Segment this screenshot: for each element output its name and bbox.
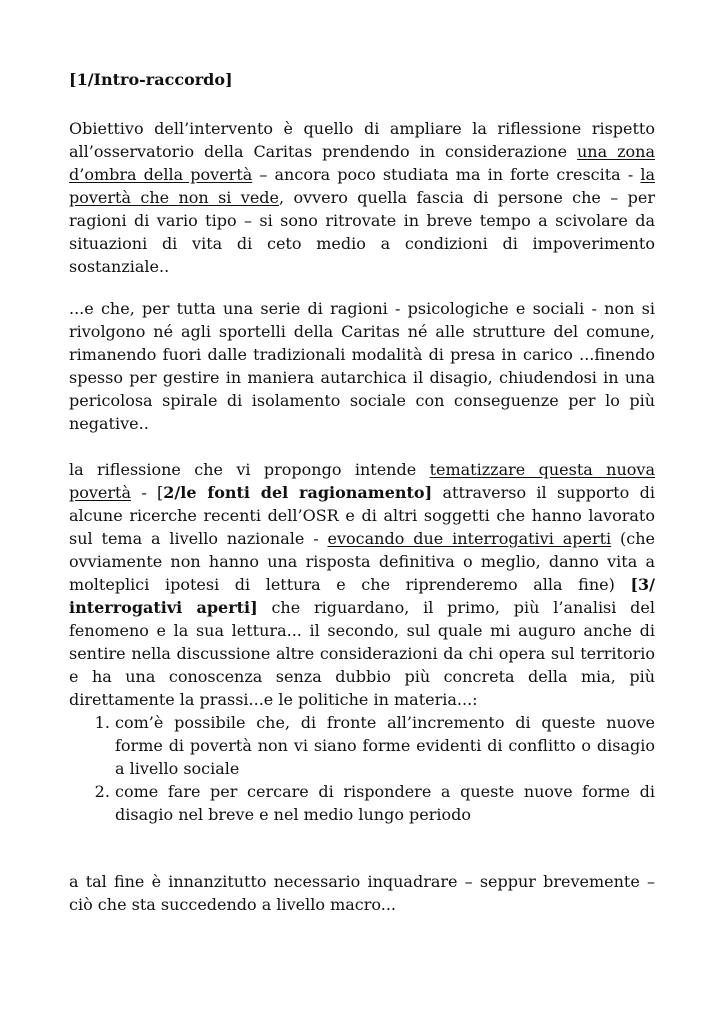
underlined-phrase: evocando due interrogativi aperti bbox=[327, 529, 612, 548]
text-run: - [ bbox=[131, 483, 164, 502]
paragraph-reflection bbox=[69, 458, 655, 826]
list-item: 2. come fare per cercare di rispondere a queste nuove forme di disagio nel breve e nel medio lungo periodo bbox=[115, 780, 655, 826]
underlined-phrase: tematizzare questa nuova povertà bbox=[69, 460, 655, 502]
text-run: (che ovviamente non hanno una risposta definitiva o meglio, danno vita a molteplici ipotesi di lettura e che riprenderemo alla fine) bbox=[69, 529, 655, 594]
bold-marker: [3/ interrogativi aperti] bbox=[69, 575, 655, 617]
text-run: – ancora poco studiata ma in forte crescita - bbox=[252, 165, 641, 184]
text-run: la riflessione che vi propongo intende bbox=[69, 460, 430, 479]
text-run: attraverso il supporto di alcune ricerche recenti dell’OSR e di altri soggetti che hanno lavorato sul tema a livello nazionale - bbox=[69, 483, 655, 548]
bold-marker: 2/le fonti del ragionamento] bbox=[163, 483, 433, 502]
section-heading: [1/Intro-raccordo] bbox=[69, 70, 233, 89]
text-run: , ovvero quella fascia di persone che – per ragioni di vario tipo – si sono ritrovate in breve tempo a scivolare da situazioni di vita di ceto medio a condizioni di impoverimento sostanziale.. bbox=[69, 188, 655, 276]
underlined-phrase: una zona d’ombra della povertà bbox=[69, 142, 655, 184]
list-item: 1. com’è possibile che, di fronte all’incremento di queste nuove forme di povertà non vi siano forme evidenti di conflitto o disagio a livello sociale bbox=[115, 711, 655, 780]
text-run: che riguardano, il primo, più l’analisi del fenomeno e la sua lettura... il secondo, sul quale mi auguro anche di sentire nella discussione altre considerazioni da chi opera sul territorio e ha una conoscenza senza dubbio più concreta della mia, più direttamente la prassi...e le politiche in materia...: bbox=[69, 598, 655, 709]
questions-list bbox=[69, 711, 655, 826]
paragraph-closing: a tal fine è innanzitutto necessario inquadrare – seppur brevemente – ciò che sta succedendo a livello macro... bbox=[69, 872, 655, 914]
paragraph-objective bbox=[69, 117, 655, 278]
paragraph-reasons: ...e che, per tutta una serie di ragioni - psicologiche e sociali - non si rivolgono né agli sportelli della Caritas né alle strutture del comune, rimanendo fuori dalle tradizionali modalità di presa in carico ...finendo spesso per gestire in maniera autarchica il disagio, chiudendosi in una pericolosa spirale di isolamento sociale con conseguenze per lo più negative.. bbox=[69, 299, 655, 433]
underlined-phrase: la povertà che non si vede bbox=[69, 165, 655, 207]
text-run: Obiettivo dell’intervento è quello di ampliare la riflessione rispetto all’osservatorio della Caritas prendendo in considerazione bbox=[69, 119, 655, 161]
